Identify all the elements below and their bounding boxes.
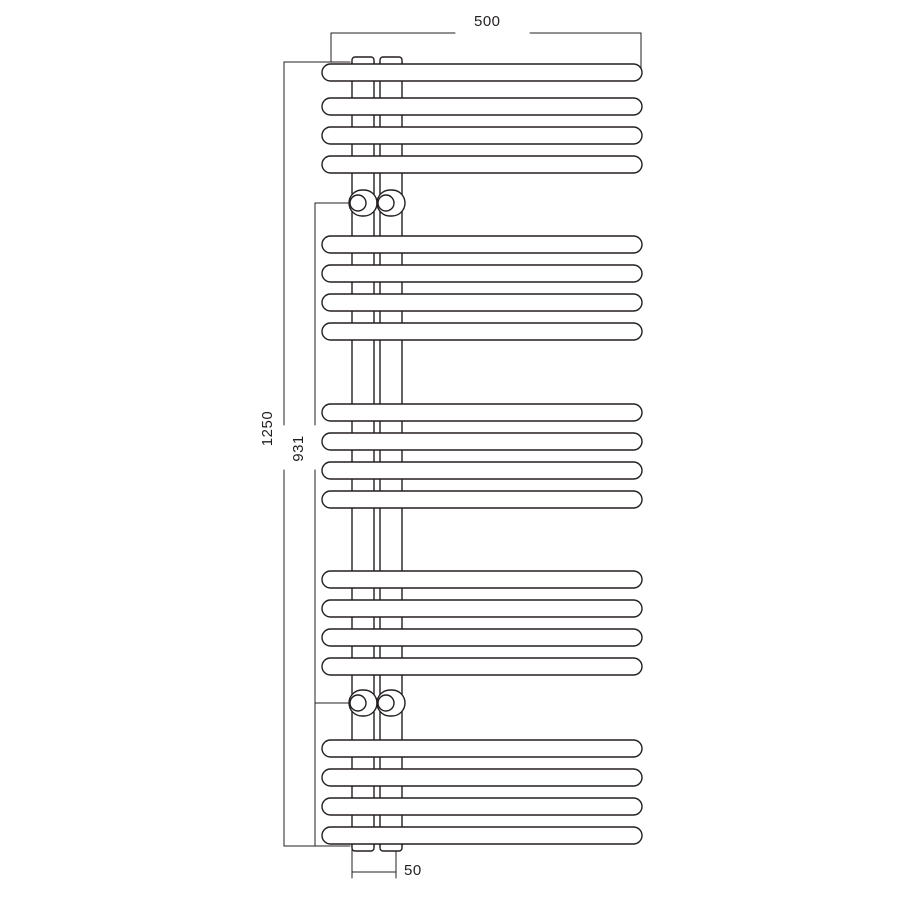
dimension-label-bracket-centres: 931: [289, 435, 307, 462]
manifold-right: [380, 62, 402, 846]
dimension-label-depth: 50: [404, 862, 422, 879]
wall-bracket-top-right: [377, 190, 405, 216]
wall-bracket-bottom-left: [349, 690, 377, 716]
manifold-left: [352, 62, 374, 846]
dimension-label-height: 1250: [259, 410, 277, 447]
wall-bracket-top-left: [349, 190, 377, 216]
dimension-label-width: 500: [474, 13, 501, 30]
wall-bracket-bottom-right: [377, 690, 405, 716]
